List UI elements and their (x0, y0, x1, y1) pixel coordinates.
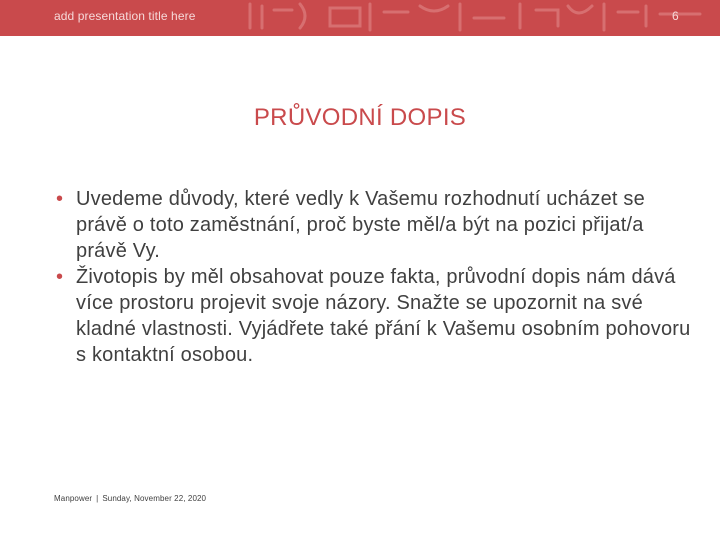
header-band (0, 0, 720, 36)
bullet-text: Životopis by měl obsahovat pouze fakta, průvodní dopis nám dává více prostoru projevit svoje názory. Snažte se upozornit na své kladné vlastnosti. Vyjádřete také přání k Vašemu osobním pohovoru s kontaktní osobou. (76, 266, 691, 366)
bullet-list (56, 186, 696, 368)
bullet-text: Uvedeme důvody, které vedly k Vašemu rozhodnutí ucházet se právě o toto zaměstnání, proč byste měl/a být na pozici přijat/a právě Vy. (76, 188, 645, 262)
bullet-item (56, 264, 696, 368)
presentation-title: add presentation title here (54, 9, 196, 23)
bullet-dot-icon: • (56, 266, 64, 288)
footer (54, 494, 206, 503)
footer-date: Sunday, November 22, 2020 (102, 494, 207, 503)
bullet-dot-icon: • (56, 188, 64, 210)
bullet-item (56, 186, 696, 264)
slide-number: 6 (672, 9, 679, 23)
slide-title: PRŮVODNÍ DOPIS (253, 104, 467, 131)
footer-separator: | (96, 494, 99, 503)
footer-company: Manpower (54, 494, 93, 503)
